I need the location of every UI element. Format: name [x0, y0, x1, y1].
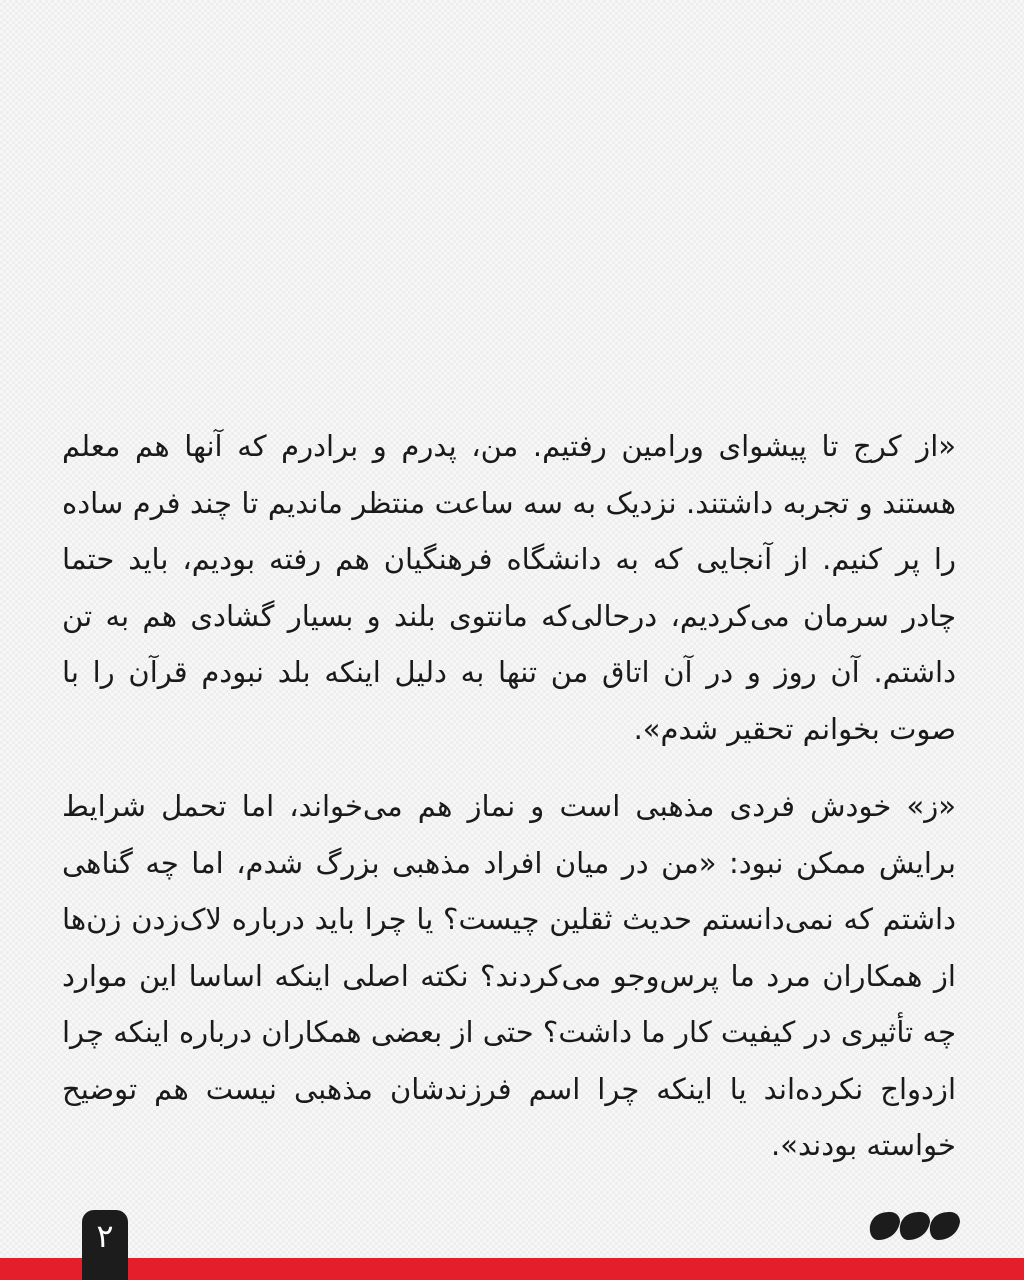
page-number: ۲: [96, 1217, 114, 1255]
leaf-shape: [900, 1212, 930, 1240]
paragraph-quote-2: «ز» خودش فردی مذهبی است و نماز هم می‌خواند، اما تحمل شرایط برایش ممکن نبود: «من در میان افراد مذهبی بزرگ شدم، اما چه گناهی داشتم که نمی‌دانستم حدیث ثقلین چیست؟ یا چرا باید درباره لاک‌زدن زن‌ها از همکاران مرد ما پرس‌وجو می‌کردند؟ نکته اصلی اینکه اساسا این موارد چه تأثیری در کیفیت کار ما داشت؟ حتی از بعضی همکاران درباره اینکه چرا ازدواج نکرده‌اند یا اینکه چرا اسم فرزندشان مذهبی نیست هم توضیح خواسته بودند».: [62, 789, 956, 1162]
article-body: [62, 418, 956, 1174]
page-number-tab: [82, 1210, 128, 1280]
paragraph-quote-1: «از کرج تا پیشوای ورامین رفتیم. من، پدرم و برادرم که آنها هم معلم هستند و تجربه داشتند. نزدیک به سه ساعت منتظر ماندیم تا چند فرم ساده را پر کنیم. از آنجایی که به دانشگاه فرهنگیان هم رفته بودیم، باید حتما چادر سرمان می‌کردیم، درحالی‌که مانتوی بلند و بسیار گشادی هم به تن داشتم. آن روز و در آن اتاق من تنها به دلیل اینکه بلد نبودم قرآن را با صوت بخوانم تحقیر شدم».: [62, 429, 956, 746]
leaf-shape: [930, 1212, 960, 1240]
three-leaf-icon: [866, 1208, 966, 1244]
leaf-shape: [870, 1212, 900, 1240]
footer-accent-bar: [0, 1258, 1024, 1280]
